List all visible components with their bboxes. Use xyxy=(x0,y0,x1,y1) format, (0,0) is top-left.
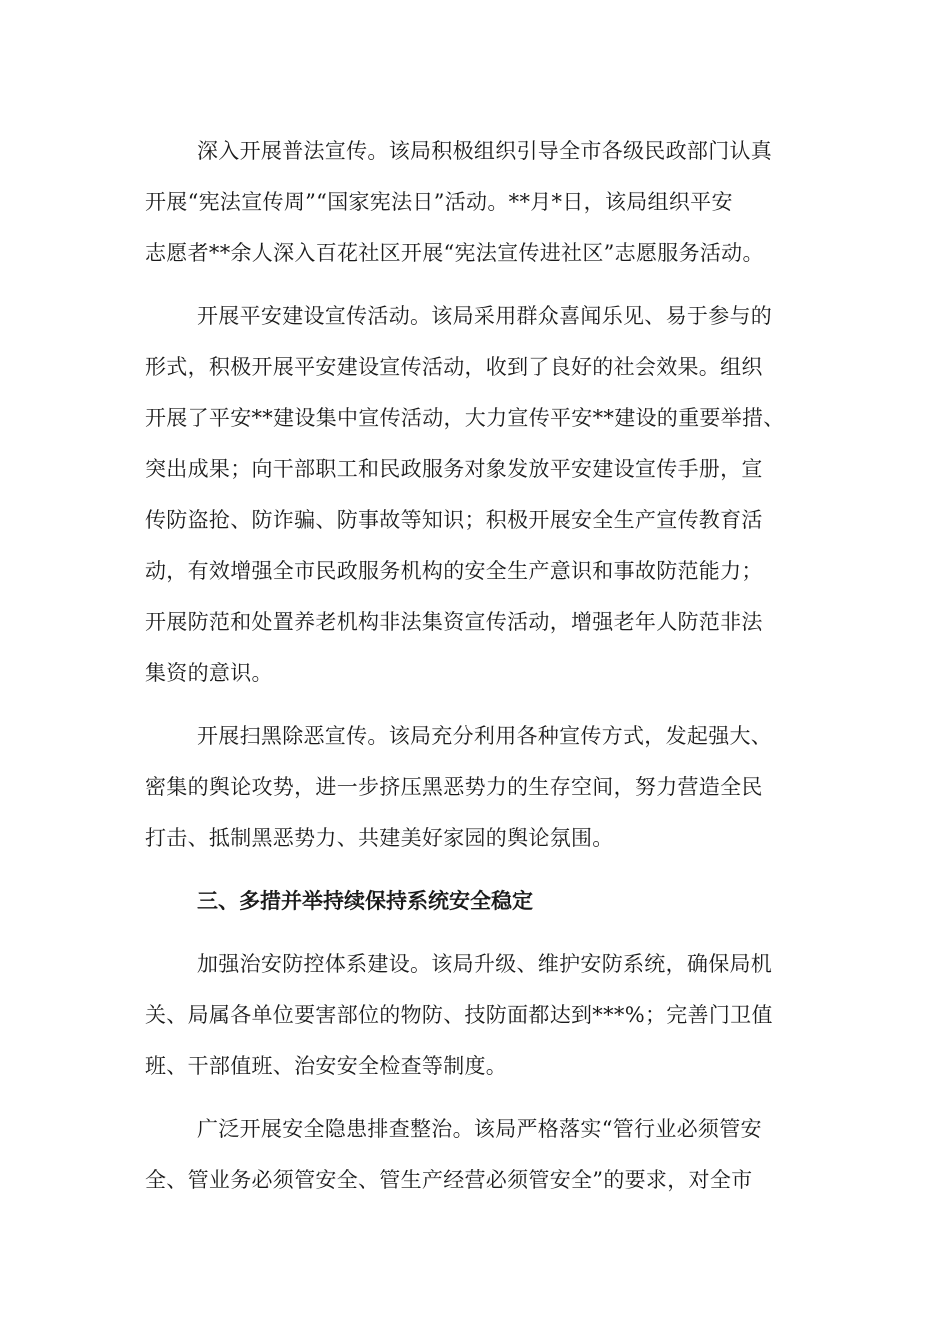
text-line: 开展扫黑除恶宣传。该局充分利用各种宣传方式，发起强大、 xyxy=(197,724,773,748)
text-line: 集资的意识。 xyxy=(145,661,273,685)
paragraph-anti-crime-publicity xyxy=(145,711,805,864)
paragraph-security-system xyxy=(145,939,805,1092)
text-line: 志愿者**余人深入百花社区开展“宪法宣传进社区”志愿服务活动。 xyxy=(145,241,764,265)
paragraph-safety-campaign xyxy=(145,291,805,699)
text-line: 形式，积极开展平安建设宣传活动，收到了良好的社会效果。组织 xyxy=(145,355,763,379)
text-line: 开展“宪法宣传周”“国家宪法日”活动。**月*日，该局组织平安 xyxy=(145,190,733,214)
text-line: 加强治安防控体系建设。该局升级、维护安防系统，确保局机 xyxy=(197,952,773,976)
text-line: 开展防范和处置养老机构非法集资宣传活动，增强老年人防范非法 xyxy=(145,610,763,634)
text-line: 班、干部值班、治安安全检查等制度。 xyxy=(145,1054,508,1078)
text-line: 密集的舆论攻势，进一步挤压黑恶势力的生存空间，努力营造全民 xyxy=(145,775,763,799)
text-line: 传防盗抢、防诈骗、防事故等知识；积极开展安全生产宣传教育活 xyxy=(145,508,763,532)
text-line: 全、管业务必须管安全、管生产经营必须管安全”的要求，对全市 xyxy=(145,1168,753,1192)
paragraph-hazard-inspection xyxy=(145,1104,805,1206)
text-line: 打击、抵制黑恶势力、共建美好家园的舆论氛围。 xyxy=(145,826,614,850)
document-page xyxy=(145,126,805,1218)
text-line: 突出成果；向干部职工和民政服务对象发放平安建设宣传手册，宣 xyxy=(145,457,763,481)
text-line: 动，有效增强全市民政服务机构的安全生产意识和事故防范能力； xyxy=(145,559,763,583)
text-line: 深入开展普法宣传。该局积极组织引导全市各级民政部门认真 xyxy=(197,139,773,163)
text-line: 广泛开展安全隐患排查整治。该局严格落实“管行业必须管安 xyxy=(197,1117,762,1141)
section-heading: 三、多措并举持续保持系统安全稳定 xyxy=(197,889,533,913)
text-line: 关、局属各单位要害部位的物防、技防面都达到***%；完善门卫值 xyxy=(145,1003,773,1027)
text-line: 开展了平安**建设集中宣传活动，大力宣传平安**建设的重要举措、 xyxy=(145,406,785,430)
paragraph-legal-publicity xyxy=(145,126,805,279)
text-line: 开展平安建设宣传活动。该局采用群众喜闻乐见、易于参与的 xyxy=(197,304,773,328)
